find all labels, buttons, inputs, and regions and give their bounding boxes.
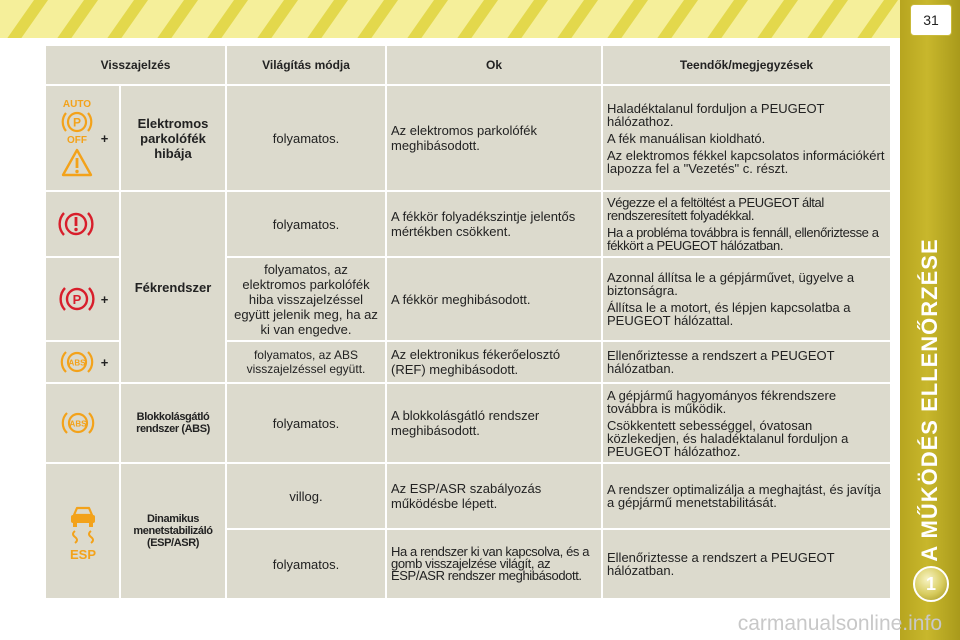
lighting-mode: folyamatos.	[227, 192, 385, 256]
abs-icon	[58, 408, 98, 438]
actions	[603, 342, 890, 382]
plus-sign: +	[100, 291, 109, 307]
page-number: 31	[910, 4, 952, 36]
brake-warning-icon	[56, 207, 96, 241]
cause: A blokkolásgátló rendszer meghibásodott.	[387, 384, 601, 462]
note: Végezze el a feltöltést a PEUGEOT által rendszeresített folyadékkal.	[607, 195, 824, 223]
header-stripes	[0, 0, 900, 38]
actions	[603, 192, 890, 256]
lighting-mode: folyamatos.	[227, 530, 385, 598]
lighting-mode: folyamatos.	[227, 86, 385, 190]
actions	[603, 530, 890, 598]
indicator-cell	[46, 384, 119, 462]
watermark: carmanualsonline.info	[737, 612, 942, 635]
cause: Ha a rendszer ki van kapcsolva, és a gomb visszajelzése világít, az ESP/ASR rendszer meghibásodott.	[387, 530, 601, 598]
note: Haladéktalanul forduljon a PEUGEOT hálózathoz.	[607, 100, 825, 129]
lighting-mode: folyamatos, az elektromos parkolófék hiba visszajelzéssel együtt jelenik meg, ha az ki van engedve.	[227, 258, 385, 340]
table-row	[46, 192, 890, 256]
indicator-name-esp: Dinamikus menetstabilizáló (ESP/ASR)	[121, 464, 225, 598]
chapter-sidebar	[900, 0, 960, 640]
indicator-name-brake: Fékrendszer	[121, 192, 225, 382]
table-row	[46, 464, 890, 528]
actions	[603, 258, 890, 340]
plus-sign: +	[100, 130, 109, 146]
note: A rendszer optimalizálja a meghajtást, és javítja a gépjármű menetstabilitását.	[607, 482, 881, 510]
warning-triangle-icon	[61, 148, 93, 178]
note: Csökkentett sebességgel, óvatosan közlekedjen, és haladéktalanul forduljon a PEUGEOT hálózathoz.	[607, 417, 849, 459]
indicator-cell	[46, 192, 119, 256]
cause: Az elektromos parkolófék meghibásodott.	[387, 86, 601, 190]
note: Állítsa le a motort, és lépjen kapcsolatba a PEUGEOT hálózattal.	[607, 300, 851, 328]
off-label: OFF	[66, 135, 87, 144]
parking-brake-red-icon	[57, 282, 97, 316]
park-letter: P	[72, 115, 81, 130]
note: Ha a probléma továbbra is fennáll, ellenőriztesse a fékkört a PEUGEOT hálózatban.	[607, 225, 879, 253]
abs-label: ABS	[69, 419, 87, 429]
esp-label: ESP	[69, 547, 96, 561]
section-title: A MŰKÖDÉS ELLENŐRZÉSE	[917, 238, 942, 562]
plus-sign: +	[100, 354, 109, 370]
table-header-row	[46, 46, 890, 84]
chapter-badge: 1	[913, 566, 949, 602]
header-actions: Teendők/megjegyzések	[603, 46, 890, 84]
auto-parking-brake-icon	[57, 98, 97, 144]
note: A fék manuálisan kioldható.	[607, 130, 766, 146]
actions	[603, 464, 890, 528]
lighting-mode: folyamatos.	[227, 384, 385, 462]
esp-icon	[61, 501, 105, 561]
note: Ellenőriztesse a rendszert a PEUGEOT hálózatban.	[607, 550, 835, 578]
indicator-cell	[46, 86, 119, 190]
indicator-name-epb: Elektromos parkolófék hibája	[121, 86, 225, 190]
note: Ellenőriztesse a rendszert a PEUGEOT hálózatban.	[607, 348, 835, 376]
lighting-mode: villog.	[227, 464, 385, 528]
abs-label: ABS	[68, 358, 86, 368]
warning-lights-table	[44, 44, 892, 600]
note: Az elektromos fékkel kapcsolatos információkért lapozza fel a "Vezetés" c. részt.	[607, 147, 885, 176]
header-lighting-mode: Világítás módja	[227, 46, 385, 84]
cause: Az ESP/ASR szabályozás működésbe lépett.	[387, 464, 601, 528]
park-letter: P	[72, 292, 82, 307]
indicator-name-abs: Blokkolásgátló rendszer (ABS)	[121, 384, 225, 462]
header-cause: Ok	[387, 46, 601, 84]
header-indicator: Visszajelzés	[46, 46, 225, 84]
lighting-mode: folyamatos, az ABS visszajelzéssel együtt.	[227, 342, 385, 382]
auto-label: AUTO	[62, 99, 91, 110]
indicator-cell	[46, 464, 119, 598]
table-row	[46, 384, 890, 462]
indicator-cell	[46, 342, 119, 382]
indicator-cell	[46, 258, 119, 340]
actions	[603, 384, 890, 462]
note: Azonnal állítsa le a gépjárművet, ügyelve a biztonságra.	[607, 270, 855, 298]
note: A gépjármű hagyományos fékrendszere továbbra is működik.	[607, 387, 837, 416]
table-row	[46, 86, 890, 190]
cause: A fékkör meghibásodott.	[387, 258, 601, 340]
actions	[603, 86, 890, 190]
cause: A fékkör folyadékszintje jelentős mértékben csökkent.	[387, 192, 601, 256]
cause: Az elektronikus fékerőelosztó (REF) meghibásodott.	[387, 342, 601, 382]
abs-icon	[57, 347, 97, 377]
